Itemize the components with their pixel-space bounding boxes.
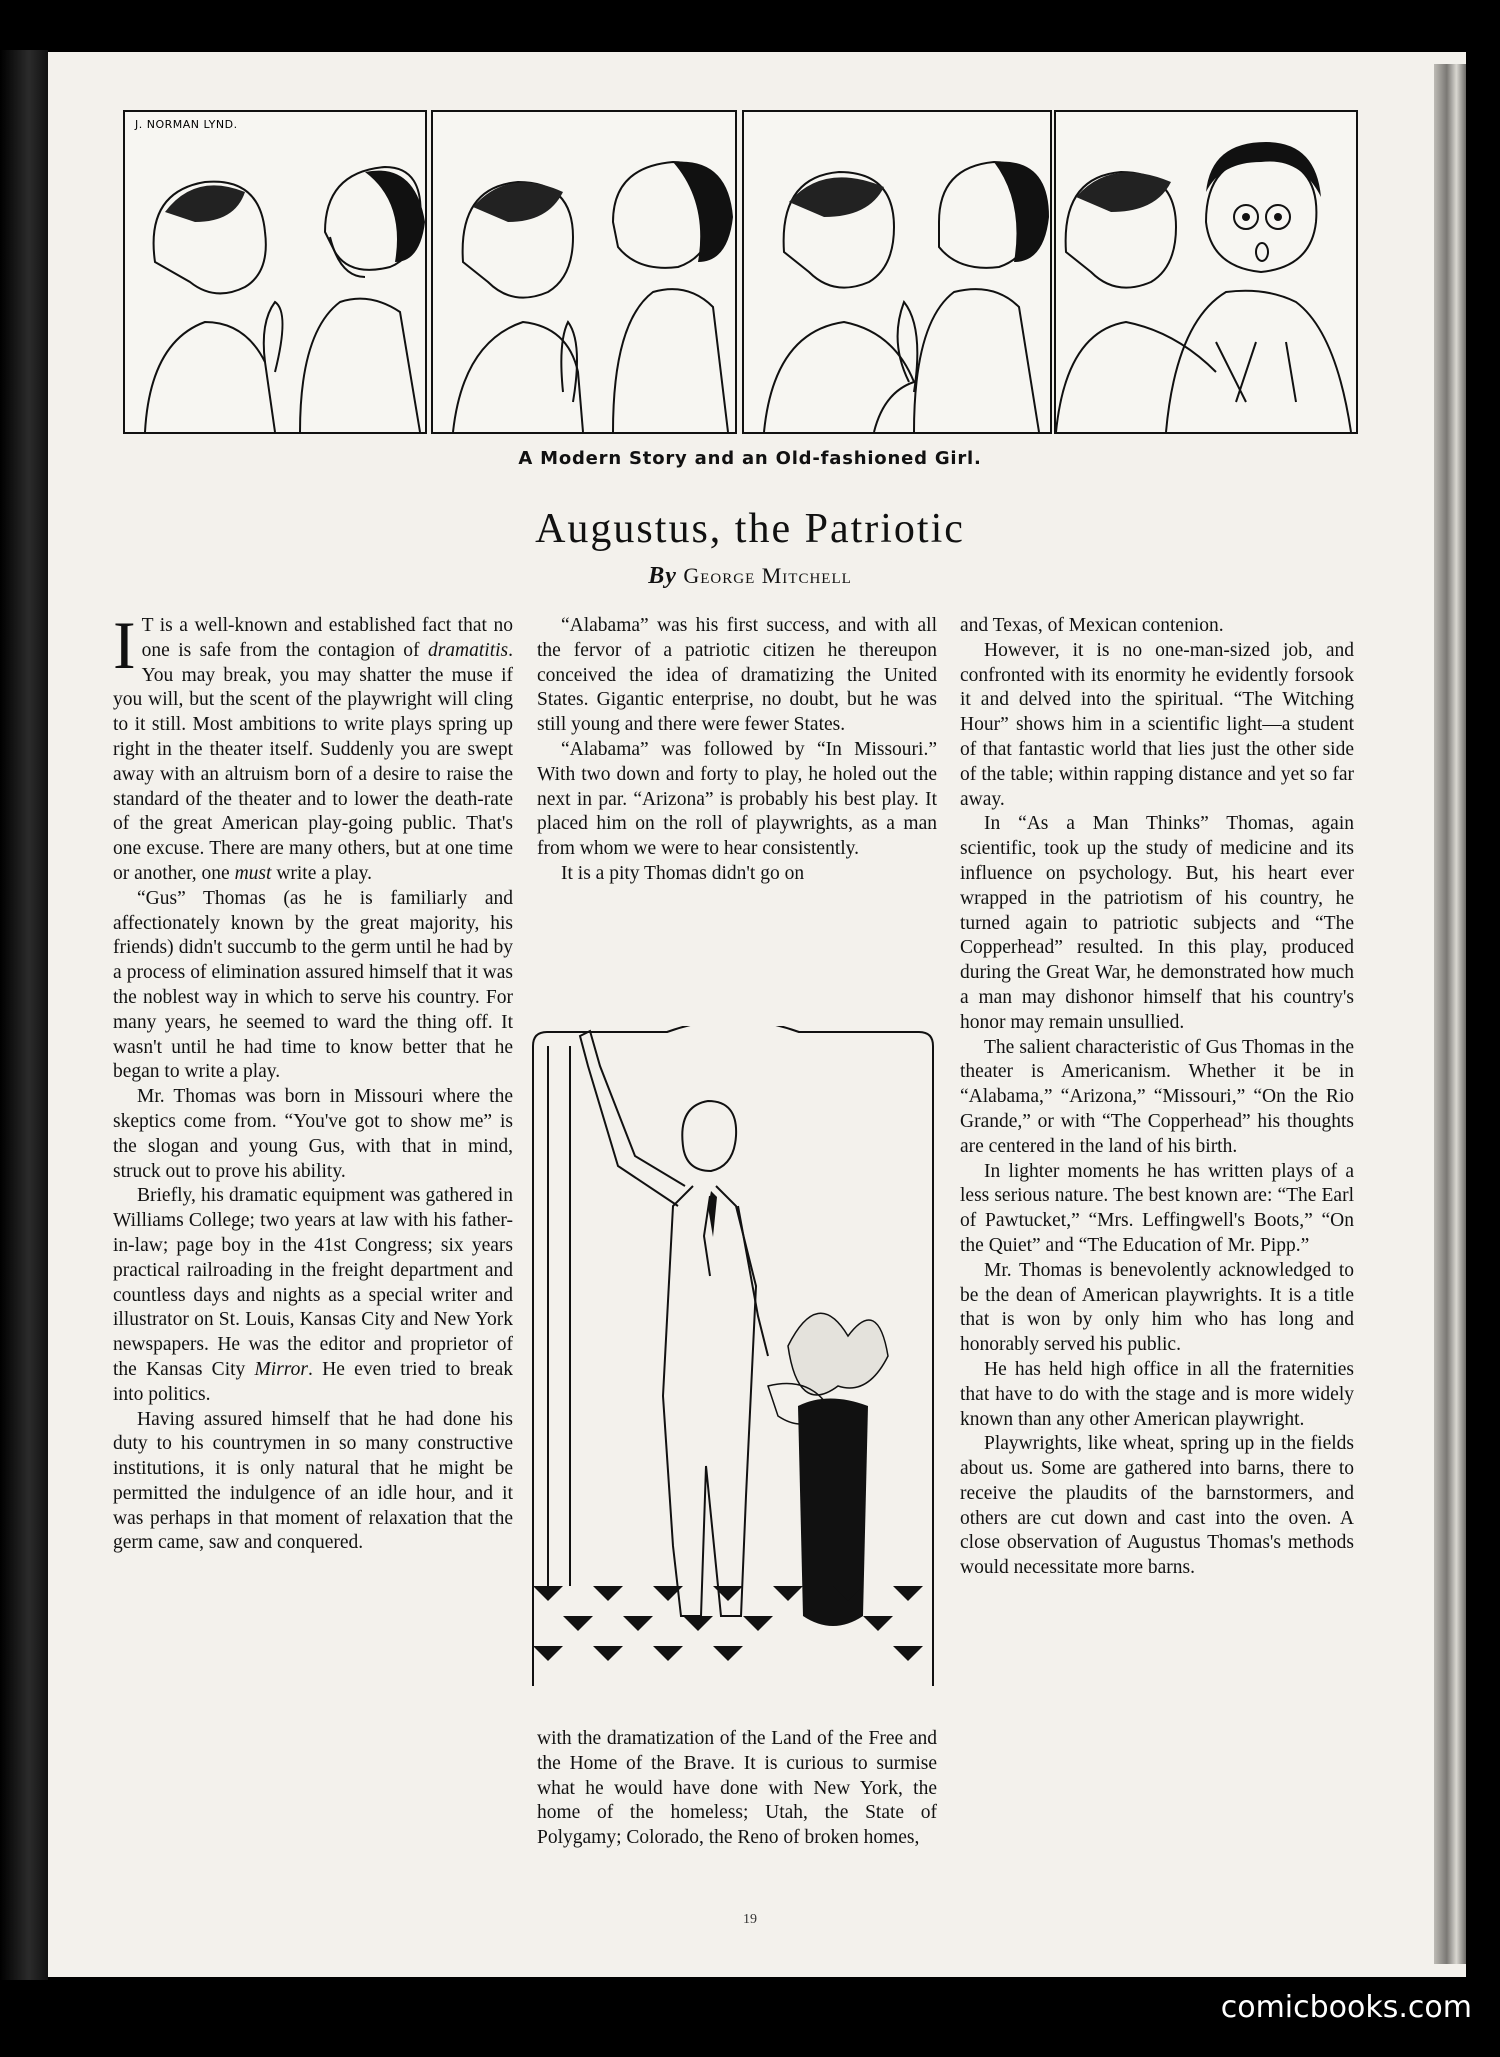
paragraph: In “As a Man Thinks” Thomas, again scientific, took up the study of medicine and its influence on psychology. But, his heart ever wrapped in the patriotism of his country, he turned again to patriotic subjects and “The Copperhead” resulted. In this play, produced during the Great War, he demonstrated how much a man may dishonor himself that his country's honor may remain unsullied. — [960, 813, 1354, 1033]
article-column-3 — [960, 614, 1354, 1581]
paragraph: “Alabama” was followed by “In Missouri.” With two down and forty to play, he holed out the next in par. “Arizona” is probably his best play. It placed him on the roll of playwrights, as a man from whom we were to hear consistently. — [537, 738, 937, 860]
author-name: George Mitchell — [683, 563, 852, 588]
book-spine — [1434, 64, 1466, 1964]
paragraph: Having assured himself that he had done his duty to his countrymen in so many constructive institutions, it is only natural that he might be permitted the indulgence of an idle hour, and it was perhaps in that moment of relaxation that the germ came, saw and conquered. — [113, 1408, 513, 1554]
panel-2-drawing — [433, 112, 735, 432]
paragraph — [113, 1184, 513, 1407]
article-title: Augustus, the Patriotic — [535, 506, 965, 552]
italic-term: dramatitis — [427, 639, 509, 661]
byline-prefix: By — [648, 563, 677, 589]
text-run: T is a well-known and established fact that no one is safe from the contagion of — [141, 615, 513, 661]
article-byline — [0, 563, 1500, 590]
panel-4-drawing — [1056, 112, 1356, 432]
paragraph: with the dramatization of the Land of the Free and the Home of the Brave. It is curious to surmise what he would have done with New York, the home of the homeless; Utah, the State of Polygamy; Colorado, the Reno of broken homes, — [537, 1728, 937, 1849]
text-run: . He even tried to break into politics. — [113, 1358, 513, 1405]
paragraph: He has held high office in all the fraternities that have to do with the stage and is more widely known than any other American playwright. — [960, 1358, 1354, 1430]
panel-3-drawing — [744, 112, 1050, 432]
text-run: write a play. — [271, 862, 372, 884]
gentleman-illustration — [528, 1026, 938, 1686]
paragraph: It is a pity Thomas didn't go on — [561, 862, 805, 884]
watermark-brand: comicbooks.com — [1220, 1990, 1472, 2025]
text-run: Briefly, his dramatic equipment was gathered in Williams College; two years at law with his father-in-law; page boy in the 41st Congress; six years practical railroading in the freight department and countless days and nights as a special writer and illustrator on St. Louis, Kansas City and New York newspapers. He was the editor and proprietor of the Kansas City — [113, 1185, 513, 1380]
paragraph: Mr. Thomas was born in Missouri where the skeptics come from. “You've got to show me” is the slogan and young Gus, with that in mind, struck out to prove his ability. — [113, 1086, 513, 1182]
article-column-2-bottom — [537, 1727, 937, 1851]
comic-panel-3 — [742, 110, 1052, 434]
comic-panel-2 — [431, 110, 737, 434]
paragraph: “Alabama” was his first success, and with all the fervor of a patriotic citizen he thereupon conceived the idea of dramatizing the United States. Gigantic enterprise, no doubt, but he was still young and there were fewer States. — [537, 615, 937, 736]
comic-panel-4 — [1054, 110, 1358, 434]
paragraph: However, it is no one-man-sized job, and confronted with its enormity he evidently forsook it and delved into the spiritual. “The Witching Hour” shows him in a scientific light—a student of that fantastic world that lies just the other side of the table; within rapping distance and yet so far away. — [960, 639, 1354, 810]
italic-term: must — [234, 862, 272, 884]
paragraph — [113, 607, 513, 887]
article-column-2-top — [537, 614, 937, 887]
paragraph: Playwrights, like wheat, spring up in the fields about us. Some are gathered into barns, there to receive the plaudits of the barnstormers, and others are cut down and cast into the oven. A close observation of Augustus Thomas's methods would necessitate more barns. — [960, 1433, 1354, 1579]
comic-panel-1 — [123, 110, 427, 434]
paragraph: “Gus” Thomas (as he is familiarly and affectionately known by the great majority, his friends) didn't succumb to the germ until he had by a process of elimination assured himself that it was the noblest way in which to serve his country. For many years, he seemed to ward the thing off. It wasn't until he had time to know better that he began to write a play. — [113, 887, 513, 1083]
paragraph: and Texas, of Mexican contenion. — [960, 615, 1224, 636]
article-column-1 — [113, 607, 513, 1556]
paragraph: In lighter moments he has written plays of a less serious nature. The best known are: “The Earl of Pawtucket,” “Mrs. Leffingwell's Boots,” “On the Quiet” and “The Education of Mr. Pipp.” — [960, 1160, 1354, 1256]
panel-1-drawing — [125, 112, 425, 432]
paragraph: Mr. Thomas is benevolently acknowledged to be the dean of American playwrights. It is a title that is won by only him who has long and honorably served his public. — [960, 1259, 1354, 1356]
page-number: 19 — [743, 1912, 757, 1927]
drop-cap: I — [113, 607, 136, 683]
italic-term: Mirror — [254, 1358, 309, 1380]
artist-signature: J. NORMAN LYND. — [135, 118, 238, 131]
page-left-edge — [0, 50, 48, 1980]
text-run: . You may break, you may shatter the muse if you will, but the scent of the playwright will cling to it still. Most ambitions to write plays spring up right in the theater itself. Suddenly you are swept away with an altruism born of a desire to raise the standard of the theater and to lower the death-rate of the great American play-going public. That's one excuse. There are many others, but at one time or another, one — [113, 639, 513, 884]
paragraph: The salient characteristic of Gus Thomas in the theater is Americanism. Whether it be in “Alabama,” “Arizona,” “Missouri,” “On the Rio Grande,” or with “The Copperhead” his thoughts are centered in the land of his birth. — [960, 1036, 1354, 1157]
comic-caption: A Modern Story and an Old-fashioned Girl. — [518, 448, 982, 469]
